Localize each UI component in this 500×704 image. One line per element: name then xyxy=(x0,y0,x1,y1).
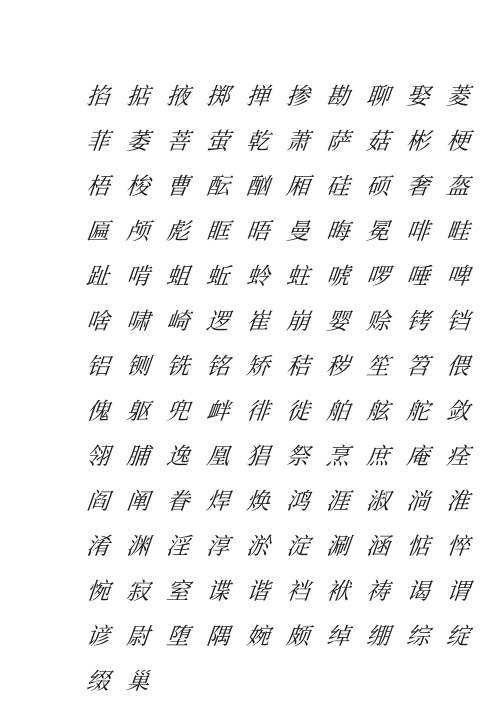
character: 蛆 xyxy=(165,263,191,290)
character: 淌 xyxy=(405,488,431,515)
character: 舵 xyxy=(405,398,431,425)
character: 淳 xyxy=(205,533,231,560)
character: 祭 xyxy=(285,443,311,470)
character: 鸿 xyxy=(285,488,311,515)
character: 畦 xyxy=(445,218,471,245)
character: 庵 xyxy=(405,443,431,470)
character: 啥 xyxy=(85,308,111,335)
character: 掐 xyxy=(85,83,111,110)
character: 啃 xyxy=(125,263,151,290)
character: 傀 xyxy=(85,398,111,425)
character: 绽 xyxy=(445,623,471,650)
character-row xyxy=(78,299,478,344)
character: 曹 xyxy=(165,173,191,200)
character: 啤 xyxy=(445,263,471,290)
character: 唾 xyxy=(405,263,431,290)
character: 绷 xyxy=(365,623,391,650)
character: 曼 xyxy=(285,218,311,245)
character: 铐 xyxy=(405,308,431,335)
character: 绰 xyxy=(325,623,351,650)
character: 惦 xyxy=(405,533,431,560)
character: 翎 xyxy=(85,443,111,470)
character: 乾 xyxy=(245,128,271,155)
character-row xyxy=(78,209,478,254)
character: 矫 xyxy=(245,353,271,380)
character: 掺 xyxy=(285,83,311,110)
character: 谓 xyxy=(445,578,471,605)
character: 菇 xyxy=(365,128,391,155)
character: 硕 xyxy=(365,173,391,200)
character: 淮 xyxy=(445,488,471,515)
character: 笤 xyxy=(405,353,431,380)
character: 猖 xyxy=(245,443,271,470)
character: 铣 xyxy=(165,353,191,380)
character: 缀 xyxy=(85,668,111,695)
character-row xyxy=(78,389,478,434)
character: 袱 xyxy=(325,578,351,605)
character: 彪 xyxy=(165,218,191,245)
character: 谚 xyxy=(85,623,111,650)
character: 谍 xyxy=(205,578,231,605)
character: 笙 xyxy=(365,353,391,380)
character: 兜 xyxy=(165,398,191,425)
character: 淤 xyxy=(245,533,271,560)
character: 晤 xyxy=(245,218,271,245)
character: 铝 xyxy=(85,353,111,380)
character: 逻 xyxy=(205,308,231,335)
character: 铛 xyxy=(445,308,471,335)
character: 偎 xyxy=(445,353,471,380)
character: 颇 xyxy=(285,623,311,650)
character: 渊 xyxy=(125,533,151,560)
character-row xyxy=(78,164,478,209)
character: 舷 xyxy=(365,398,391,425)
character: 冕 xyxy=(365,218,391,245)
character: 菲 xyxy=(85,128,111,155)
character: 徙 xyxy=(285,398,311,425)
character: 凰 xyxy=(205,443,231,470)
character: 崔 xyxy=(245,308,271,335)
character: 巢 xyxy=(125,668,151,695)
character: 彬 xyxy=(405,128,431,155)
character: 酗 xyxy=(245,173,271,200)
character-row xyxy=(78,524,478,569)
character: 萧 xyxy=(285,128,311,155)
character: 堕 xyxy=(165,623,191,650)
character: 蛀 xyxy=(285,263,311,290)
character: 祷 xyxy=(365,578,391,605)
character-row xyxy=(78,434,478,479)
character: 颅 xyxy=(125,218,151,245)
character: 痊 xyxy=(445,443,471,470)
character: 婴 xyxy=(325,308,351,335)
character: 脯 xyxy=(125,443,151,470)
character: 菱 xyxy=(445,83,471,110)
character-row xyxy=(78,254,478,299)
character: 烹 xyxy=(325,443,351,470)
character: 衅 xyxy=(205,398,231,425)
character: 庶 xyxy=(365,443,391,470)
character: 铡 xyxy=(125,353,151,380)
character: 啸 xyxy=(125,308,151,335)
character: 焊 xyxy=(205,488,231,515)
character: 厢 xyxy=(285,173,311,200)
character: 菩 xyxy=(165,128,191,155)
character-row xyxy=(78,614,478,659)
character: 萨 xyxy=(325,128,351,155)
character: 奢 xyxy=(405,173,431,200)
character: 窒 xyxy=(165,578,191,605)
character: 唬 xyxy=(325,263,351,290)
character: 聊 xyxy=(365,83,391,110)
character: 梭 xyxy=(125,173,151,200)
character: 阐 xyxy=(125,488,151,515)
character: 硅 xyxy=(325,173,351,200)
character: 隅 xyxy=(205,623,231,650)
character: 盔 xyxy=(445,173,471,200)
character: 掸 xyxy=(245,83,271,110)
character: 淀 xyxy=(285,533,311,560)
character: 萤 xyxy=(205,128,231,155)
character: 谐 xyxy=(245,578,271,605)
character-grid xyxy=(78,74,478,704)
character-row xyxy=(78,479,478,524)
character-row xyxy=(78,119,478,164)
character: 寂 xyxy=(125,578,151,605)
character: 眷 xyxy=(165,488,191,515)
character: 悴 xyxy=(445,533,471,560)
character: 惋 xyxy=(85,578,111,605)
character-row xyxy=(78,569,478,614)
character: 徘 xyxy=(245,398,271,425)
character: 啡 xyxy=(405,218,431,245)
character: 秸 xyxy=(285,353,311,380)
character: 啰 xyxy=(365,263,391,290)
character: 淑 xyxy=(365,488,391,515)
character: 综 xyxy=(405,623,431,650)
character: 娶 xyxy=(405,83,431,110)
character: 赊 xyxy=(365,308,391,335)
character: 阎 xyxy=(85,488,111,515)
character: 崎 xyxy=(165,308,191,335)
character: 涮 xyxy=(325,533,351,560)
character-row xyxy=(78,74,478,119)
character: 涵 xyxy=(365,533,391,560)
character: 焕 xyxy=(245,488,271,515)
character: 谒 xyxy=(405,578,431,605)
character: 酝 xyxy=(205,173,231,200)
character: 淆 xyxy=(85,533,111,560)
character: 躯 xyxy=(125,398,151,425)
character: 裆 xyxy=(285,578,311,605)
character: 尉 xyxy=(125,623,151,650)
character: 敛 xyxy=(445,398,471,425)
character: 逸 xyxy=(165,443,191,470)
character: 崩 xyxy=(285,308,311,335)
character: 萎 xyxy=(125,128,151,155)
character: 掂 xyxy=(125,83,151,110)
character: 梧 xyxy=(85,173,111,200)
character: 掖 xyxy=(165,83,191,110)
character-row xyxy=(78,344,478,389)
character: 秽 xyxy=(325,353,351,380)
character: 眶 xyxy=(205,218,231,245)
character: 铭 xyxy=(205,353,231,380)
character: 趾 xyxy=(85,263,111,290)
character: 晦 xyxy=(325,218,351,245)
character: 掷 xyxy=(205,83,231,110)
character: 蚯 xyxy=(205,263,231,290)
character-row xyxy=(78,659,478,704)
character: 蛉 xyxy=(245,263,271,290)
character: 淫 xyxy=(165,533,191,560)
character: 舶 xyxy=(325,398,351,425)
character: 涯 xyxy=(325,488,351,515)
character: 勘 xyxy=(325,83,351,110)
character: 婉 xyxy=(245,623,271,650)
character: 匾 xyxy=(85,218,111,245)
character: 梗 xyxy=(445,128,471,155)
